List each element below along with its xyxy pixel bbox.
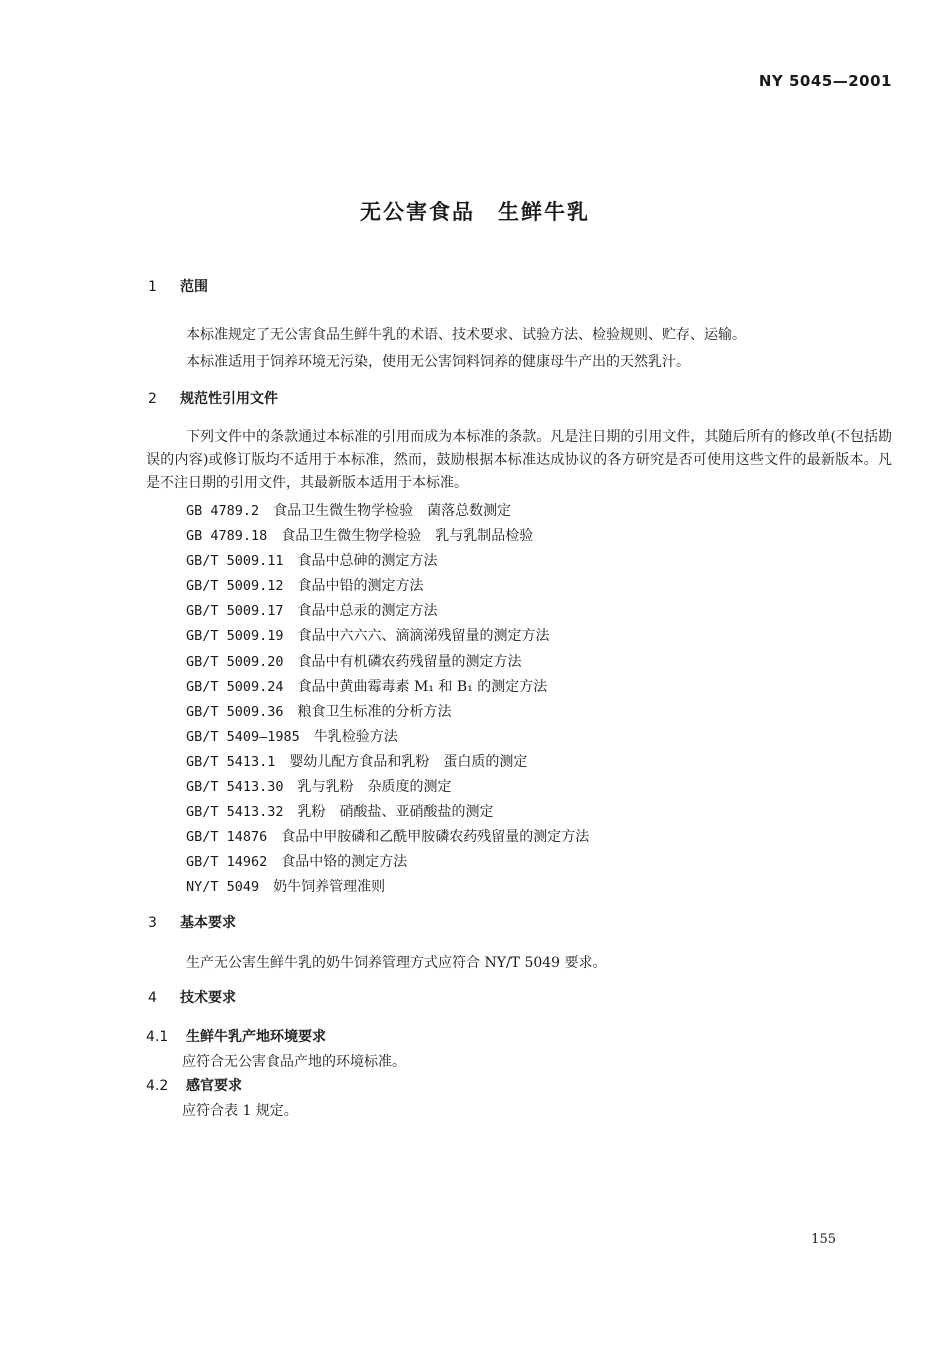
section-2-intro: 下列文件中的条款通过本标准的引用而成为本标准的条款。凡是注日期的引用文件，其随后所有的修改单(不包括勘误的内容)或修订版均不适用于本标准，然而，鼓励根据本标准达成协议的各方研究是否可使用这些文件的最新版本。凡是不注日期的引用文件，其最新版本适用于本标准。 <box>146 429 892 491</box>
section-3-text: 生产无公害生鲜牛乳的奶牛饲养管理方式应符合 NY/T 5049 要求。 <box>186 955 607 971</box>
section-number: 2 <box>148 391 157 407</box>
section-4-1-heading <box>146 1026 326 1046</box>
reference-item <box>186 725 589 750</box>
reference-item <box>186 675 589 700</box>
reference-name: 乳粉 硝酸盐、亚硝酸盐的测定 <box>297 804 494 821</box>
reference-name: 食品中总汞的测定方法 <box>297 603 438 620</box>
reference-name: 食品中黄曲霉毒素 M₁ 和 B₁ 的测定方法 <box>297 678 548 695</box>
reference-code: GB/T 5409—1985 <box>186 728 300 745</box>
reference-item <box>186 650 589 675</box>
reference-name: 食品中甲胺磷和乙酰甲胺磷农药残留量的测定方法 <box>281 829 590 846</box>
section-4-2-heading <box>146 1075 242 1095</box>
reference-code: GB/T 5009.36 <box>186 703 284 720</box>
reference-code: GB/T 5009.19 <box>186 628 284 645</box>
reference-code: GB/T 5413.32 <box>186 804 284 821</box>
reference-code: NY/T 5049 <box>186 879 260 896</box>
section-number: 3 <box>148 915 157 931</box>
reference-name: 粮食卫生标准的分析方法 <box>297 703 452 720</box>
section-number: 1 <box>148 279 157 295</box>
reference-name: 食品中总砷的测定方法 <box>297 553 438 570</box>
subsection-number: 4.2 <box>146 1078 169 1094</box>
subsection-title: 生鲜牛乳产地环境要求 <box>186 1029 326 1045</box>
section-title: 技术要求 <box>180 990 236 1006</box>
reference-name: 奶牛饲养管理准则 <box>273 879 386 896</box>
reference-item <box>186 524 589 549</box>
reference-item <box>186 499 589 524</box>
reference-name: 食品中有机磷农药残留量的测定方法 <box>297 653 522 670</box>
section-1-heading <box>148 276 208 296</box>
reference-code: GB/T 5009.11 <box>186 553 284 570</box>
section-title: 范围 <box>180 279 208 295</box>
reference-list <box>186 499 589 901</box>
document-title: 无公害食品 生鲜牛乳 <box>360 200 590 224</box>
reference-name: 乳与乳粉 杂质度的测定 <box>297 779 452 796</box>
reference-name: 食品卫生微生物学检验 菌落总数测定 <box>273 503 512 519</box>
reference-item <box>186 574 589 599</box>
section-4-heading <box>148 987 236 1007</box>
reference-item <box>186 549 589 574</box>
reference-item <box>186 825 589 850</box>
section-3-heading <box>148 912 236 932</box>
section-4-2-text: 应符合表 1 规定。 <box>182 1103 298 1119</box>
reference-code: GB/T 5413.1 <box>186 753 276 770</box>
reference-item <box>186 800 589 825</box>
section-title: 基本要求 <box>180 915 236 931</box>
reference-code: GB/T 5009.17 <box>186 603 284 620</box>
standard-code: NY 5045—2001 <box>758 72 892 90</box>
section-2-heading <box>148 388 278 408</box>
reference-item <box>186 850 589 875</box>
reference-code: GB 4789.2 <box>186 503 260 519</box>
reference-code: GB/T 5009.20 <box>186 653 284 670</box>
reference-name: 牛乳检验方法 <box>313 728 398 745</box>
reference-item <box>186 624 589 649</box>
reference-item <box>186 750 589 775</box>
section-4-1-text: 应符合无公害食品产地的环境标准。 <box>182 1054 406 1070</box>
reference-name: 食品中铅的测定方法 <box>297 578 424 595</box>
reference-name: 食品中六六六、滴滴涕残留量的测定方法 <box>297 628 550 645</box>
reference-name: 婴幼儿配方食品和乳粉 蛋白质的测定 <box>289 753 528 770</box>
reference-item <box>186 875 589 900</box>
reference-code: GB/T 14962 <box>186 854 268 871</box>
reference-name: 食品卫生微生物学检验 乳与乳制品检验 <box>281 528 534 545</box>
reference-name: 食品中铬的测定方法 <box>281 854 408 871</box>
reference-item <box>186 599 589 624</box>
reference-code: GB 4789.18 <box>186 528 268 545</box>
section-1-paragraph-2: 本标准适用于饲养环境无污染，使用无公害饲料饲养的健康母牛产出的天然乳汁。 <box>186 354 690 370</box>
section-number: 4 <box>148 990 157 1006</box>
subsection-number: 4.1 <box>146 1029 169 1045</box>
reference-item <box>186 775 589 800</box>
section-1-paragraph-1: 本标准规定了无公害食品生鲜牛乳的术语、技术要求、试验方法、检验规则、贮存、运输。 <box>186 327 746 343</box>
section-title: 规范性引用文件 <box>180 391 278 407</box>
reference-code: GB/T 14876 <box>186 829 268 846</box>
reference-code: GB/T 5009.12 <box>186 578 284 595</box>
reference-item <box>186 700 589 725</box>
reference-code: GB/T 5413.30 <box>186 779 284 796</box>
page-number: 155 <box>811 1232 836 1247</box>
reference-code: GB/T 5009.24 <box>186 678 284 695</box>
subsection-title: 感官要求 <box>186 1078 242 1094</box>
